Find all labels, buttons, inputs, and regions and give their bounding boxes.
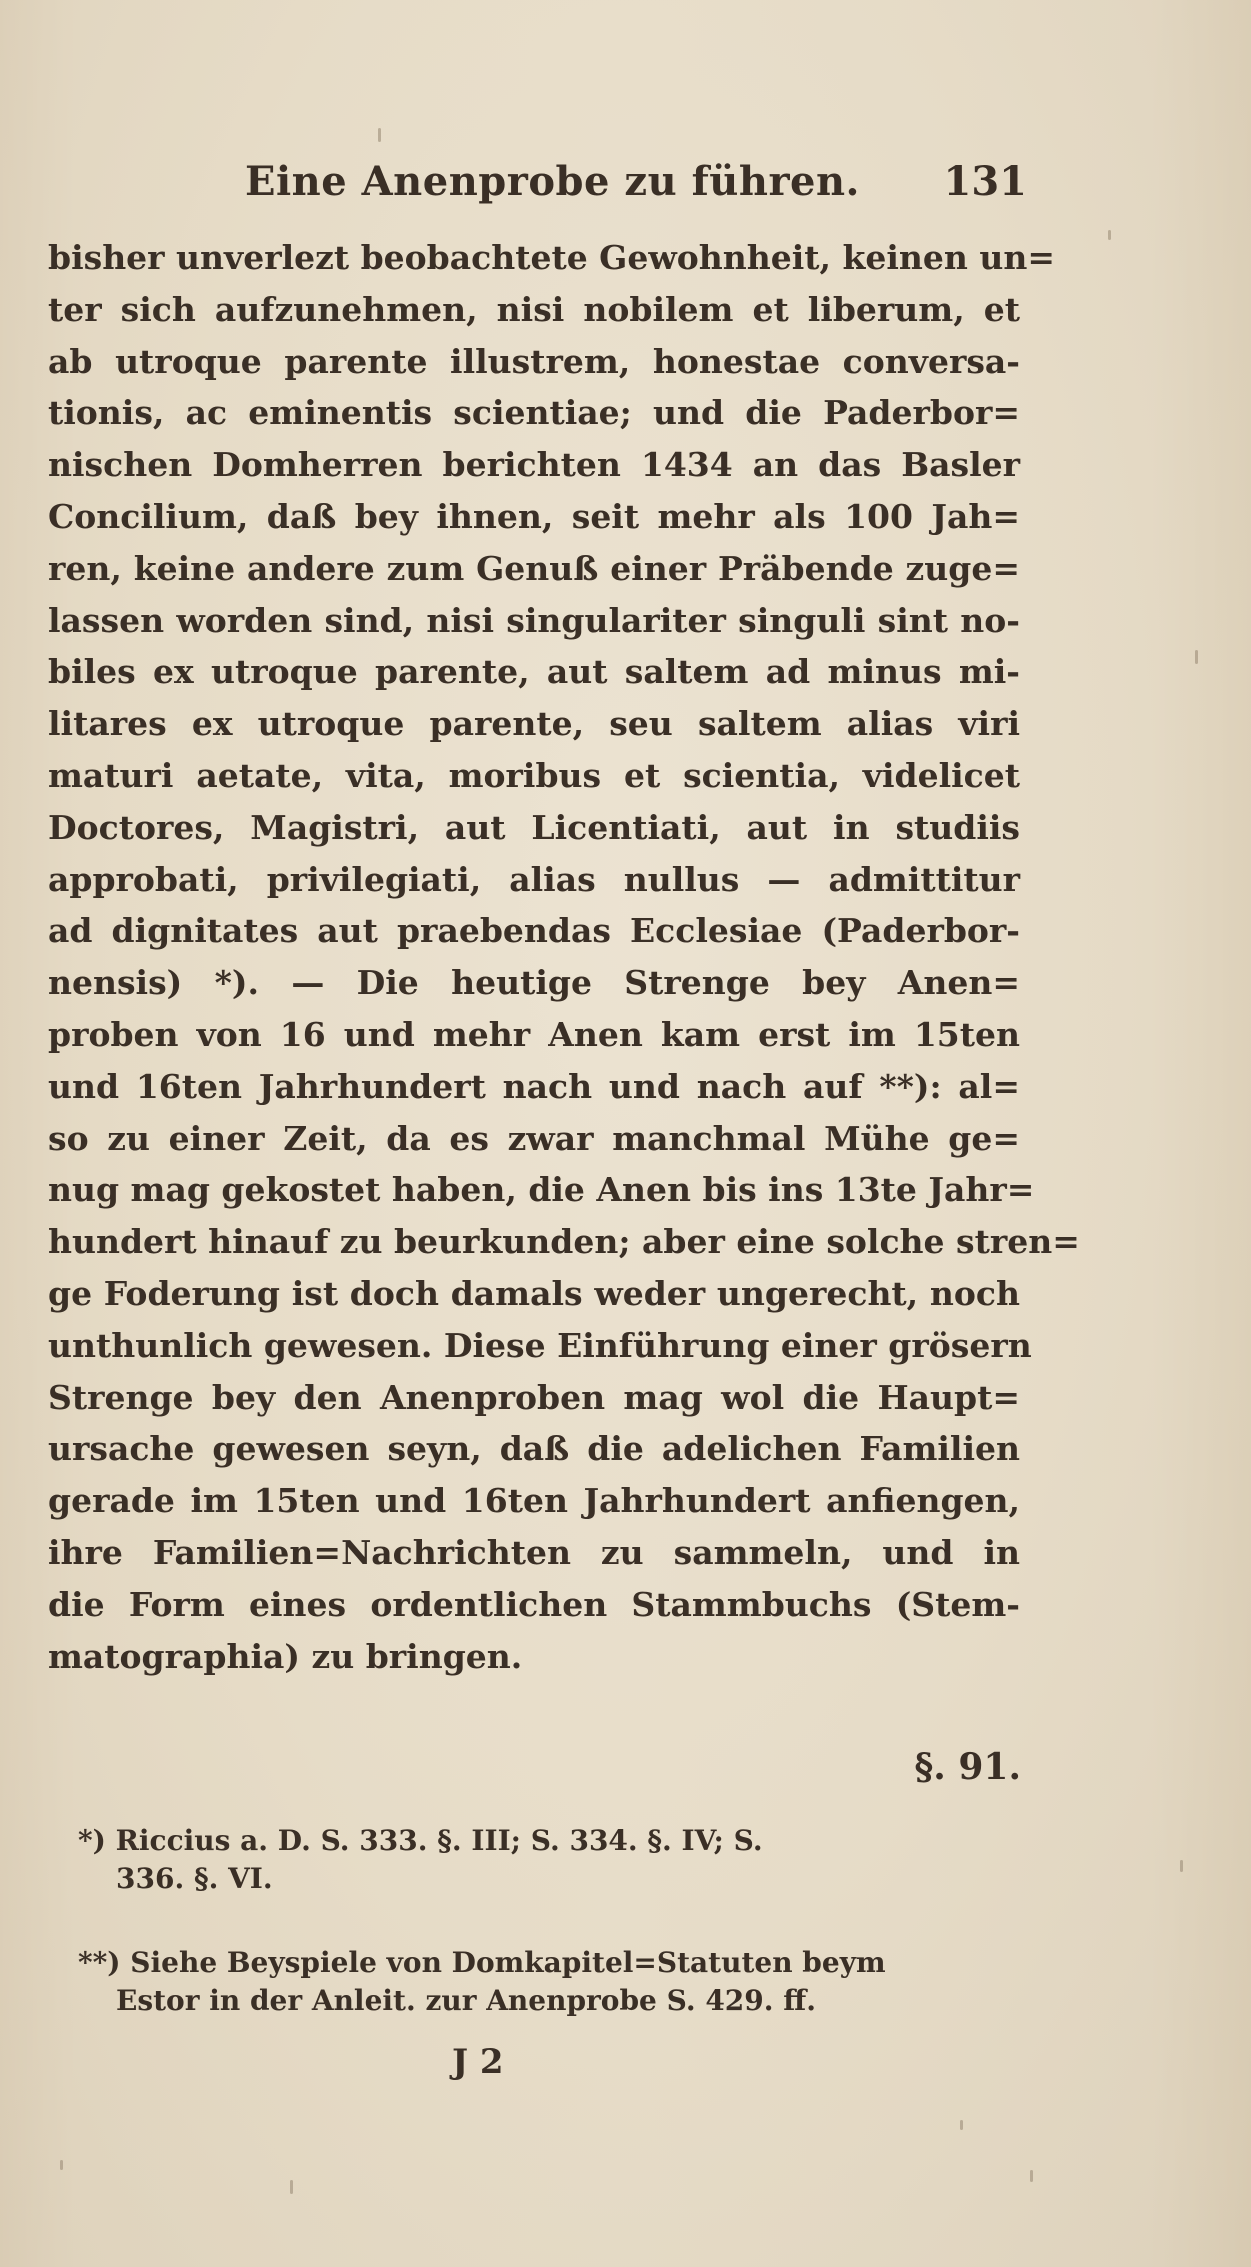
page-number: 131 — [943, 158, 1027, 205]
section-heading: §. 91. — [914, 1746, 1021, 1788]
footnote-marker: *) — [78, 1824, 106, 1857]
text-line: nug mag gekostet haben, die Anen bis ins 13te Jahr= — [48, 1170, 1035, 1210]
footnote-2 — [78, 1944, 1018, 2020]
text-line: nischen Domherren berichten 1434 an das Basler — [48, 445, 1020, 485]
paper-speck — [378, 128, 381, 142]
text-line: und 16ten Jahrhundert nach und nach auf **): al= — [48, 1066, 1020, 1106]
text-line: biles ex utroque parente, aut saltem ad minus mi- — [48, 652, 1020, 692]
text-line: litares ex utroque parente, seu saltem alias viri — [48, 704, 1020, 744]
text-line: matographia) zu bringen. — [48, 1636, 523, 1676]
paper-speck — [1195, 650, 1198, 664]
paper-speck — [1180, 1860, 1183, 1872]
text-line: ursache gewesen seyn, daß die adelichen Familien — [48, 1429, 1020, 1469]
text-line: bisher unverlezt beobachtete Gewohnheit, keinen un= — [48, 238, 1056, 277]
body-text — [48, 232, 1080, 1682]
text-line: Doctores, Magistri, aut Licentiati, aut in studiis — [48, 807, 1020, 847]
footnote-1 — [78, 1822, 1018, 1898]
text-line: proben von 16 und mehr Anen kam erst im 15ten — [48, 1014, 1020, 1054]
text-line: so zu einer Zeit, da es zwar manchmal Mühe ge= — [48, 1118, 1020, 1158]
text-line: unthunlich gewesen. Diese Einführung einer grösern — [48, 1325, 1032, 1365]
page-header — [245, 158, 1035, 218]
text-line: ad dignitates aut praebendas Ecclesiae (Paderbor- — [48, 911, 1020, 951]
text-line: approbati, privilegiati, alias nullus — admittitur — [48, 859, 1020, 899]
text-line: die Form eines ordentlichen Stammbuchs (Stem- — [48, 1584, 1020, 1624]
paper-speck — [290, 2180, 293, 2194]
text-line: ter sich aufzunehmen, nisi nobilem et liberum, et — [48, 289, 1020, 329]
footnote-marker: **) — [78, 1946, 121, 1979]
paper-speck — [60, 2160, 63, 2170]
text-line: ihre Familien=Nachrichten zu sammeln, und in — [48, 1532, 1020, 1572]
text-line: tionis, ac eminentis scientiae; und die Paderbor= — [48, 393, 1020, 433]
text-line: lassen worden sind, nisi singulariter singuli sint no- — [48, 600, 1020, 640]
text-line: Concilium, daß bey ihnen, seit mehr als 100 Jah= — [48, 496, 1020, 536]
text-line: ren, keine andere zum Genuß einer Präbende zuge= — [48, 548, 1020, 588]
running-title: Eine Anenprobe zu führen. — [245, 158, 860, 205]
signature-mark: J 2 — [452, 2042, 504, 2082]
paper-speck — [960, 2120, 963, 2130]
text-line: Strenge bey den Anenproben mag wol die Haupt= — [48, 1377, 1020, 1417]
text-line: gerade im 15ten und 16ten Jahrhundert anfiengen, — [48, 1481, 1020, 1521]
footnote-text: Siehe Beyspiele von Domkapitel=Statuten beym — [130, 1946, 886, 1979]
text-line: ge Foderung ist doch damals weder ungerecht, noch — [48, 1273, 1020, 1313]
text-line: maturi aetate, vita, moribus et scientia, videlicet — [48, 755, 1020, 795]
paper-speck — [1108, 230, 1111, 240]
footnote-text: Riccius a. D. S. 333. §. III; S. 334. §. IV; S. — [115, 1824, 763, 1857]
footnote-text-continued: 336. §. VI. — [116, 1862, 273, 1895]
paper-speck — [1030, 2170, 1033, 2182]
text-line: nensis) *). — Die heutige Strenge bey Anen= — [48, 963, 1020, 1003]
footnotes — [78, 1822, 1018, 2020]
footnote-text-continued: Estor in der Anleit. zur Anenprobe S. 429. ff. — [116, 1984, 816, 2017]
text-line: hundert hinauf zu beurkunden; aber eine solche stren= — [48, 1222, 1080, 1262]
text-line: ab utroque parente illustrem, honestae conversa- — [48, 341, 1020, 381]
